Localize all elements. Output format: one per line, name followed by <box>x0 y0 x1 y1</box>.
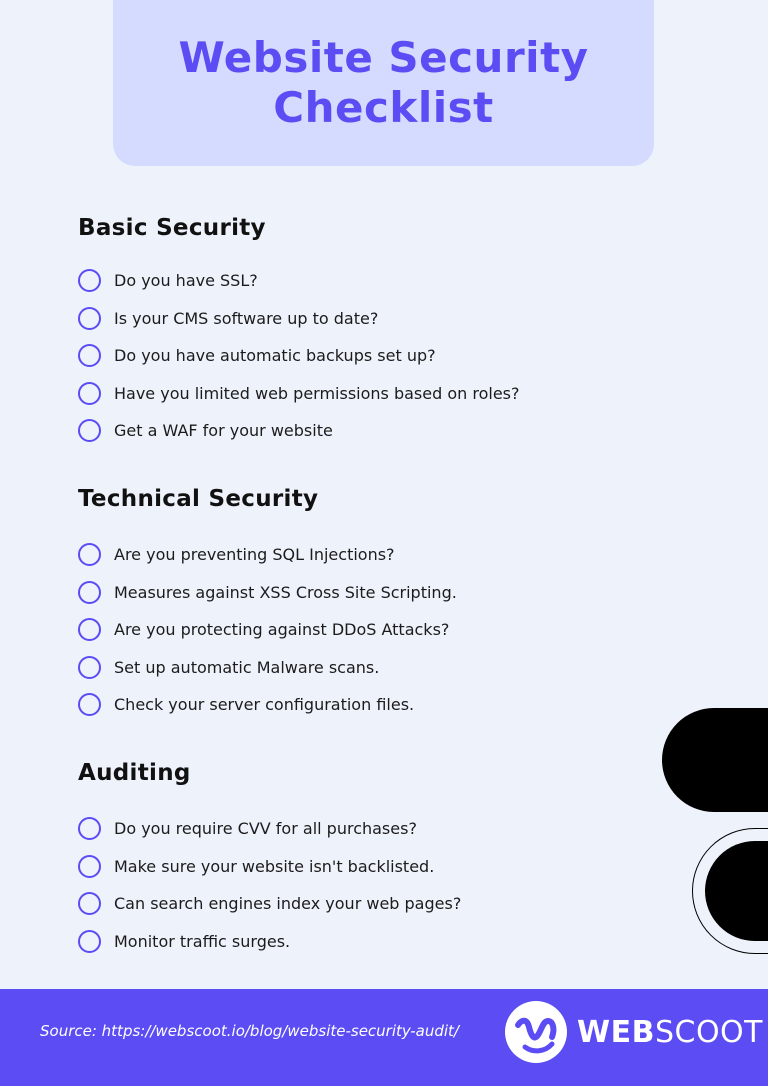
checklist-item[interactable] <box>78 337 678 375</box>
section-auditing <box>78 760 678 960</box>
checklist-item-label: Set up automatic Malware scans. <box>114 657 380 677</box>
circle-checkbox-icon[interactable] <box>78 382 101 405</box>
checklist-item-label: Make sure your website isn't backlisted. <box>114 856 435 876</box>
title-card <box>113 0 654 166</box>
brand-name-light: SCOOT <box>654 1014 763 1050</box>
checklist-item[interactable] <box>78 923 678 961</box>
checklist-item-label: Can search engines index your web pages? <box>114 894 462 914</box>
circle-checkbox-icon[interactable] <box>78 892 101 915</box>
source-link[interactable]: Source: https://webscoot.io/blog/website-security-audit/ <box>40 1022 459 1040</box>
circle-checkbox-icon[interactable] <box>78 855 101 878</box>
checklist-item-label: Are you protecting against DDoS Attacks? <box>114 620 450 640</box>
section-heading: Auditing <box>78 760 191 786</box>
checklist-item-label: Do you have automatic backups set up? <box>114 346 436 366</box>
checklist-item-label: Do you require CVV for all purchases? <box>114 819 417 839</box>
checklist-item[interactable] <box>78 412 678 450</box>
checklist-item-label: Are you preventing SQL Injections? <box>114 545 395 565</box>
circle-checkbox-icon[interactable] <box>78 581 101 604</box>
webscoot-logo-icon <box>505 1001 567 1063</box>
checklist-item-label: Do you have SSL? <box>114 271 258 291</box>
circle-checkbox-icon[interactable] <box>78 693 101 716</box>
circle-checkbox-icon[interactable] <box>78 269 101 292</box>
section-technical-security <box>78 486 678 724</box>
circle-checkbox-icon[interactable] <box>78 618 101 641</box>
circle-checkbox-icon[interactable] <box>78 817 101 840</box>
brand-name-bold: WEB <box>577 1014 655 1050</box>
webscoot-logo[interactable] <box>505 1001 763 1063</box>
checklist-item[interactable] <box>78 375 678 413</box>
checklist <box>78 262 678 450</box>
checklist-item[interactable] <box>78 649 678 687</box>
circle-checkbox-icon[interactable] <box>78 543 101 566</box>
section-heading: Technical Security <box>78 486 319 512</box>
checklist-item[interactable] <box>78 611 678 649</box>
footer <box>0 989 768 1086</box>
circle-checkbox-icon[interactable] <box>78 419 101 442</box>
section-basic-security <box>78 215 678 450</box>
decorative-pill-shape <box>662 708 768 812</box>
checklist-item[interactable] <box>78 686 678 724</box>
checklist <box>78 810 678 960</box>
checklist-item-label: Have you limited web permissions based on roles? <box>114 383 520 403</box>
checklist-item[interactable] <box>78 810 678 848</box>
checklist-item-label: Get a WAF for your website <box>114 421 333 441</box>
checklist-item[interactable] <box>78 262 678 300</box>
checklist-item[interactable] <box>78 300 678 338</box>
circle-checkbox-icon[interactable] <box>78 930 101 953</box>
checklist-item[interactable] <box>78 536 678 574</box>
checklist <box>78 536 678 724</box>
checklist-item[interactable] <box>78 848 678 886</box>
checklist-item-label: Monitor traffic surges. <box>114 931 291 951</box>
page-title-line-2: Checklist <box>273 83 494 132</box>
circle-checkbox-icon[interactable] <box>78 656 101 679</box>
section-heading: Basic Security <box>78 215 266 241</box>
checklist-item-label: Is your CMS software up to date? <box>114 308 379 328</box>
circle-checkbox-icon[interactable] <box>78 307 101 330</box>
checklist-item[interactable] <box>78 574 678 612</box>
circle-checkbox-icon[interactable] <box>78 344 101 367</box>
checklist-item-label: Check your server configuration files. <box>114 695 415 715</box>
checklist-item-label: Measures against XSS Cross Site Scripting. <box>114 582 457 602</box>
page-title-line-1: Website Security <box>178 33 589 82</box>
brand-name <box>577 1015 763 1050</box>
checklist-item[interactable] <box>78 885 678 923</box>
